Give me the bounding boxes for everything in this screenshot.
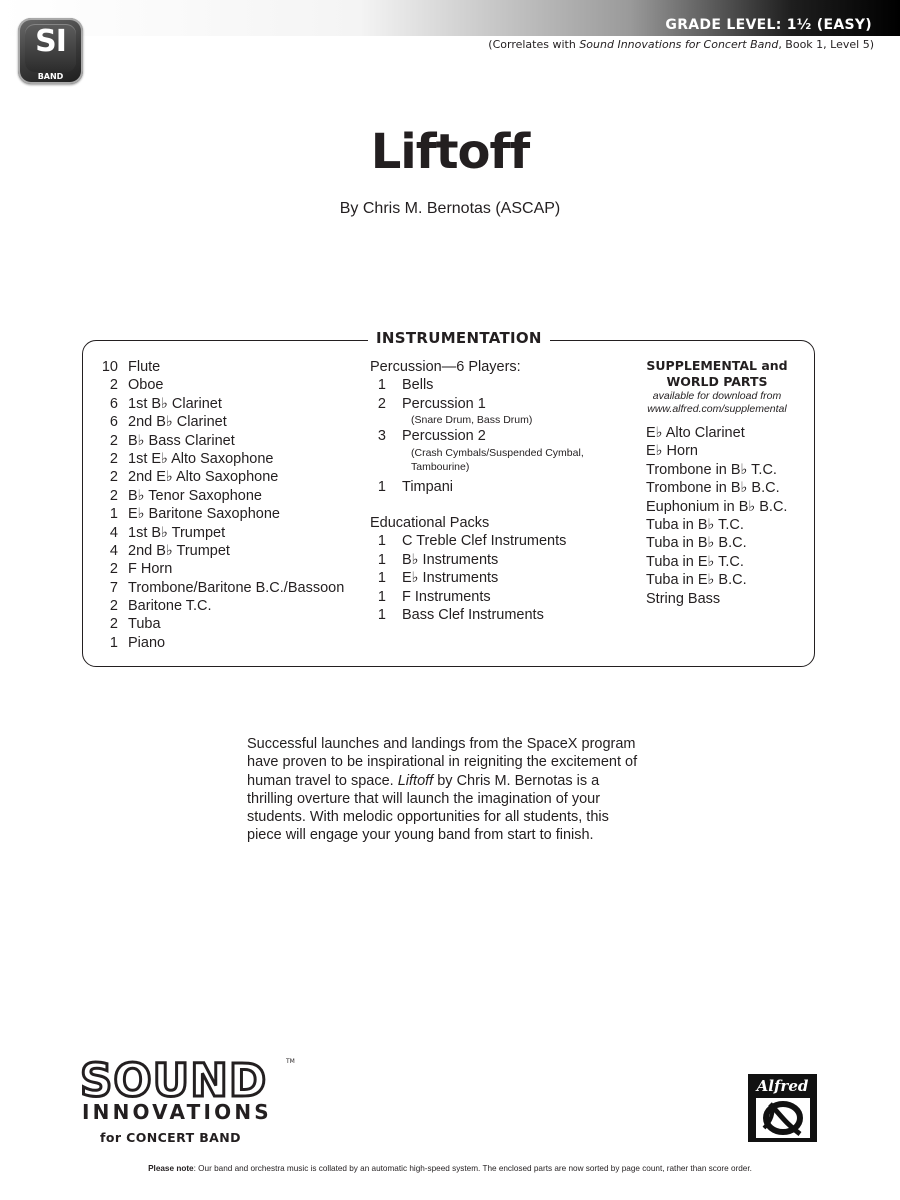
instrument-count: 6 [109, 395, 118, 412]
instrument-count: 4 [109, 524, 118, 541]
instrument-name: Bass Clef Instruments [402, 606, 544, 623]
instrument-name: Flute [128, 359, 161, 375]
supplemental-availability [642, 390, 792, 416]
educational-row [370, 532, 584, 550]
supplemental-item: Tuba in E♭ T.C. [646, 553, 744, 570]
trademark-mark: TM [286, 1058, 295, 1065]
sound-logo-word: SOUND [80, 1054, 268, 1107]
instrument-count: 2 [109, 598, 118, 615]
supplemental-item: Tuba in E♭ B.C. [646, 572, 747, 589]
instrument-count: 2 [109, 561, 118, 578]
instrument-name: Tuba [128, 616, 161, 633]
supplemental-item: String Bass [646, 590, 721, 607]
supplemental-item: Euphonium in B♭ B.C. [646, 498, 788, 515]
instrument-name: Bells [402, 377, 434, 394]
si-badge-text: SI [35, 24, 66, 59]
supplemental-item: Tuba in B♭ B.C. [646, 535, 747, 552]
percussion-note: (Crash Cymbals/Suspended Cymbal, [411, 446, 584, 459]
instrument-count: 1 [109, 634, 118, 651]
educational-row [370, 606, 584, 624]
supplemental-heading [642, 358, 792, 390]
supplemental-item: E♭ Alto Clarinet [646, 425, 745, 441]
instrument-name: B♭ Bass Clarinet [128, 432, 235, 449]
educational-row [370, 551, 584, 569]
percussion-row [370, 478, 584, 496]
instrument-count: 3 [377, 428, 386, 445]
percussion-note: Tambourine) [411, 460, 470, 473]
program-note-title: Liftoff [397, 772, 434, 789]
instrument-count: 1 [377, 606, 386, 623]
percussion-and-packs-list [370, 358, 584, 624]
instrument-count: 2 [377, 395, 386, 412]
program-note [247, 735, 647, 845]
instrument-name: 2nd E♭ Alto Saxophone [128, 469, 279, 486]
collation-note-label: Please note [148, 1164, 194, 1173]
correlates-note [488, 38, 874, 51]
instrument-name: Percussion 2 [402, 428, 486, 445]
collation-note-text: : Our band and orchestra music is collated by an automatic high-speed system. The enclosed parts are now sorted by page count, rather than score order. [193, 1164, 752, 1173]
instrument-name: F Instruments [402, 588, 491, 605]
spacer [370, 496, 584, 514]
instrument-count: 1 [109, 506, 118, 523]
instrument-name: E♭ Baritone Saxophone [128, 506, 280, 523]
instrument-name: Trombone/Baritone B.C./Bassoon [128, 579, 345, 596]
instrument-count: 6 [109, 414, 118, 431]
supplemental-heading-line: SUPPLEMENTAL and [646, 358, 788, 373]
instrument-name: 1st B♭ Clarinet [128, 395, 222, 412]
supplemental-availability-line: available for download from [652, 390, 782, 402]
instrument-count: 2 [109, 450, 118, 467]
instrument-name: C Treble Clef Instruments [402, 533, 567, 550]
collation-note [0, 1164, 900, 1173]
percussion-row [370, 376, 584, 394]
correlates-prefix: (Correlates with [488, 38, 580, 51]
instrument-count: 1 [377, 588, 386, 605]
instrument-count: 2 [109, 616, 118, 633]
instrument-name: Piano [128, 634, 166, 651]
percussion-note: (Snare Drum, Bass Drum) [411, 414, 533, 427]
instrument-name: 2nd B♭ Clarinet [128, 414, 227, 431]
educational-row [370, 588, 584, 606]
instrument-name: 1st E♭ Alto Saxophone [128, 450, 274, 467]
supplemental-heading-line: WORLD PARTS [666, 374, 768, 389]
instrument-count: 1 [377, 551, 386, 568]
percussion-row [370, 395, 584, 413]
alfred-publisher-logo [748, 1074, 817, 1142]
instrument-name: F Horn [128, 561, 173, 578]
supplemental-item: Trombone in B♭ T.C. [646, 461, 777, 478]
supplemental-parts-list [646, 358, 792, 608]
alfred-clef-icon [756, 1098, 810, 1138]
instrument-name: E♭ Instruments [402, 570, 499, 587]
instrument-count: 1 [377, 533, 386, 550]
instrument-count: 1 [377, 570, 386, 587]
si-badge-band-text: BAND [37, 72, 64, 81]
instrument-name: B♭ Tenor Saxophone [128, 487, 262, 504]
program-note-text: Successful launches and landings from the SpaceX program have proven to be inspirational in reigniting the excitement of human travel to space. [247, 736, 638, 789]
instrument-count: 2 [109, 469, 118, 486]
instrument-name: 1st B♭ Trumpet [128, 524, 226, 541]
correlates-book: Sound Innovations for Concert Band [579, 38, 779, 51]
educational-heading: Educational Packs [370, 514, 490, 531]
instrument-name: Percussion 1 [402, 395, 486, 412]
supplemental-item: Tuba in B♭ T.C. [646, 516, 744, 533]
correlates-suffix: , Book 1, Level 5) [778, 38, 874, 51]
instrument-name: B♭ Instruments [402, 551, 499, 568]
instrument-name: Oboe [128, 377, 164, 394]
alfred-logo-word: Alfred [756, 1077, 809, 1095]
composer-credit: By Chris M. Bernotas (ASCAP) [339, 200, 561, 217]
instrument-count: 4 [109, 542, 118, 559]
instrument-count: 1 [377, 478, 386, 495]
instrument-count: 10 [101, 359, 118, 375]
program-note-text: by Chris M. Bernotas is a thrilling overture that will launch the imagination of your students. With melodic opportunities for all students, this piece will engage your young band from start to finish. [247, 772, 609, 844]
concert-band-logo-word: for CONCERT BAND [100, 1130, 241, 1145]
instrumentation-heading: INSTRUMENTATION [368, 329, 550, 347]
instrument-count: 2 [109, 377, 118, 394]
instrument-count: 2 [109, 432, 118, 449]
sound-innovations-logo [80, 1054, 295, 1148]
instrument-name: 2nd B♭ Trumpet [128, 542, 230, 559]
grade-level: GRADE LEVEL: 1½ (EASY) [665, 17, 872, 33]
supplemental-item: E♭ Horn [646, 443, 698, 460]
educational-row [370, 569, 584, 587]
percussion-row [370, 427, 584, 445]
piece-title: Liftoff [370, 124, 530, 180]
supplemental-item: Trombone in B♭ B.C. [646, 480, 780, 497]
supplemental-url: www.alfred.com/supplemental [647, 403, 787, 415]
instrument-count: 2 [109, 487, 118, 504]
instrument-count: 1 [377, 377, 386, 394]
instrument-name: Baritone T.C. [128, 598, 212, 615]
instrument-count: 7 [109, 579, 118, 596]
innovations-logo-word: INNOVATIONS [82, 1100, 272, 1124]
percussion-heading: Percussion—6 Players: [370, 359, 521, 375]
si-band-badge-logo [18, 18, 83, 84]
instrument-name: Timpani [402, 478, 454, 495]
